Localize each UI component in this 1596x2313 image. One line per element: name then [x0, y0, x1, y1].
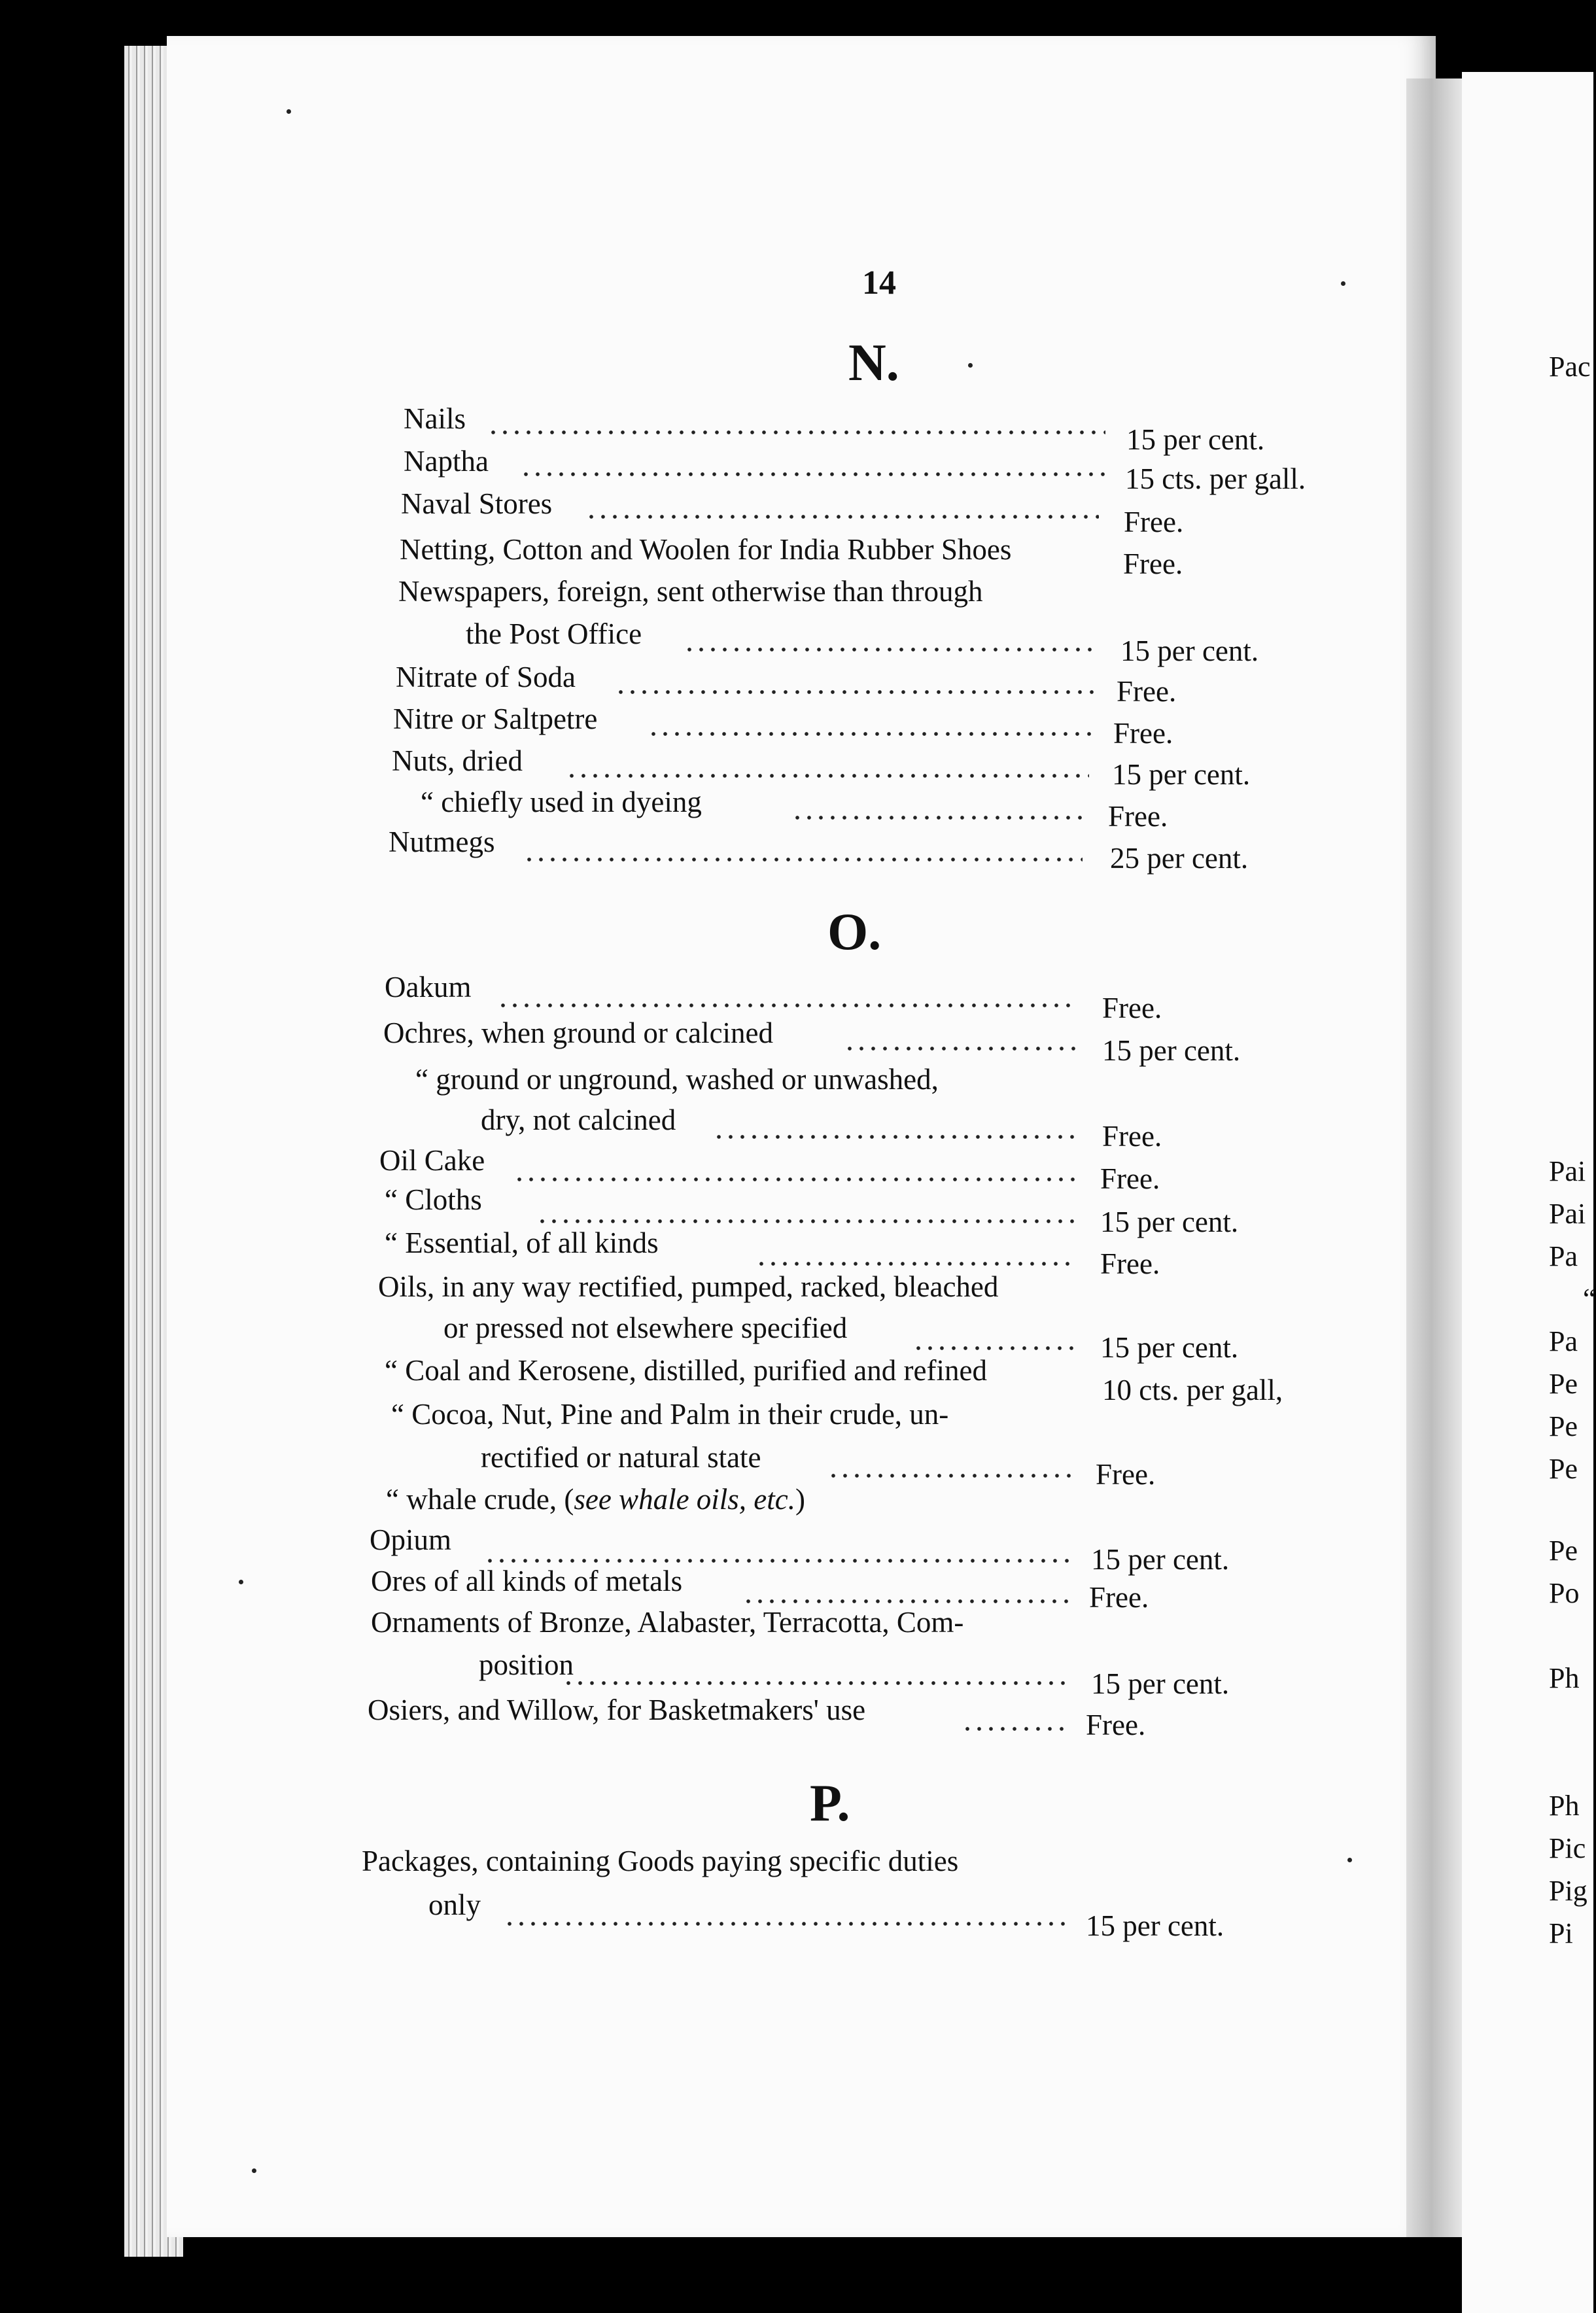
entry-opium: Opium [370, 1523, 452, 1556]
facing-page-word: Pai [1549, 1155, 1586, 1187]
entry-oil-essential: “ Essential, of all kinds [385, 1226, 659, 1259]
facing-page-word: “ [1583, 1283, 1596, 1315]
leader-dots [484, 1559, 1069, 1563]
facing-page-word: Po [1549, 1577, 1580, 1609]
facing-page-word: Pic [1549, 1832, 1586, 1864]
leader-dots [844, 1047, 1076, 1051]
entry-packages-cont: only [428, 1888, 481, 1921]
facing-page-word: Pa [1549, 1240, 1578, 1272]
entry-oil-cloths: “ Cloths [385, 1183, 482, 1216]
entry-ochres-ground-cont: dry, not calcined [481, 1104, 676, 1136]
entry-nails: Nails [404, 402, 466, 435]
speck [239, 1580, 243, 1584]
leader-dots [713, 1135, 1079, 1139]
entry-ornaments-cont: position [479, 1648, 574, 1681]
entry-newspapers-cont: the Post Office [466, 617, 642, 650]
entry-rate: Free. [1117, 675, 1177, 708]
section-letter-p: P. [810, 1775, 850, 1832]
entry-rate: 15 per cent. [1086, 1909, 1224, 1942]
entry-oakum: Oakum [385, 971, 472, 1003]
entry-ochres-ground: “ ground or unground, washed or unwashed, [415, 1063, 939, 1096]
entry-oil-cake: Oil Cake [379, 1144, 485, 1177]
entry-rate: Free. [1089, 1581, 1149, 1614]
entry-rate: 15 per cent. [1120, 635, 1259, 667]
entry-rate: 15 per cent. [1100, 1331, 1239, 1364]
leader-dots [523, 858, 1083, 861]
leader-dots [791, 816, 1086, 820]
entry-rate: Free. [1108, 800, 1168, 833]
entry-rate: 15 per cent. [1102, 1034, 1241, 1067]
facing-page [1462, 72, 1593, 2313]
entry-rate: Free. [1123, 548, 1183, 580]
entry-rate: 15 per cent. [1091, 1543, 1230, 1576]
entry-nutmegs: Nutmegs [389, 826, 495, 858]
speck [968, 363, 973, 368]
leader-dots [536, 1219, 1076, 1223]
section-letter-n: N. [848, 334, 899, 392]
entry-oils-coal-kerosene: “ Coal and Kerosene, distilled, purified and refined [385, 1354, 987, 1387]
section-letter-o: O. [827, 903, 882, 961]
facing-page-word: Pa [1549, 1325, 1578, 1357]
facing-page-word: Pig [1549, 1875, 1587, 1907]
entry-rate: 15 per cent. [1126, 423, 1265, 456]
leader-dots [962, 1727, 1066, 1731]
leader-dots [504, 1922, 1066, 1926]
leader-dots [497, 1003, 1076, 1007]
entry-whale-crude: “ whale crude, (see whale oils, etc.) [386, 1483, 806, 1516]
leader-dots [615, 690, 1096, 694]
entry-oils-rectified-cont: or pressed not elsewhere specified [443, 1312, 848, 1344]
leader-dots [755, 1262, 1076, 1266]
speck [1347, 1858, 1352, 1862]
leader-dots [912, 1346, 1076, 1350]
leader-dots [566, 774, 1089, 778]
entry-naptha: Naptha [404, 445, 489, 478]
entry-rate: Free. [1086, 1709, 1146, 1741]
entry-rate: 15 per cent. [1091, 1667, 1230, 1700]
leader-dots [520, 472, 1105, 476]
speck [252, 2168, 256, 2173]
entry-ores: Ores of all kinds of metals [371, 1565, 683, 1597]
leader-dots [585, 515, 1099, 519]
leader-dots [487, 430, 1105, 434]
leader-dots [563, 1681, 1066, 1685]
entry-rate: Free. [1124, 506, 1184, 538]
entry-rate: 25 per cent. [1110, 842, 1249, 875]
entry-rate: Free. [1100, 1162, 1160, 1195]
entry-rate: Free. [1100, 1247, 1160, 1280]
leader-dots [742, 1599, 1069, 1603]
facing-page-word: Pe [1549, 1535, 1578, 1567]
entry-oils-cocoa: “ Cocoa, Nut, Pine and Palm in their crude, un- [391, 1398, 949, 1431]
entry-naval-stores: Naval Stores [401, 487, 553, 520]
facing-page-word: Pe [1549, 1368, 1578, 1400]
page-number: 14 [862, 264, 896, 302]
entry-newspapers: Newspapers, foreign, sent otherwise than through [398, 575, 983, 608]
entry-rate: Free. [1096, 1458, 1156, 1491]
entry-oils-cocoa-cont: rectified or natural state [481, 1441, 761, 1474]
speck [286, 109, 291, 114]
entry-nitrate-of-soda: Nitrate of Soda [396, 661, 576, 693]
entry-netting: Netting, Cotton and Woolen for India Rubber Shoes [400, 533, 1012, 566]
entry-rate: 15 per cent. [1100, 1206, 1239, 1238]
leader-dots [648, 732, 1092, 736]
entry-ornaments: Ornaments of Bronze, Alabaster, Terracotta, Com- [371, 1606, 964, 1639]
leader-dots [684, 648, 1099, 652]
entry-rate: Free. [1113, 717, 1173, 750]
leader-dots [827, 1474, 1073, 1478]
facing-page-word: Pe [1549, 1453, 1578, 1485]
entry-rate: 10 cts. per gall, [1102, 1374, 1283, 1406]
leader-dots [513, 1177, 1076, 1181]
facing-page-word: Ph [1549, 1790, 1580, 1822]
book-gutter [1406, 78, 1462, 2237]
entry-rate: Free. [1102, 1120, 1162, 1153]
entry-packages: Packages, containing Goods paying specific duties [362, 1845, 959, 1877]
entry-oils-rectified: Oils, in any way rectified, pumped, racked, bleached [378, 1270, 999, 1303]
facing-page-word: Ph [1549, 1662, 1580, 1694]
facing-page-word: Pai [1549, 1198, 1586, 1230]
entry-rate: 15 cts. per gall. [1125, 462, 1306, 495]
entry-nuts-dyeing: “ chiefly used in dyeing [421, 786, 702, 818]
facing-page-word: Pac [1549, 351, 1591, 383]
entry-nuts-dried: Nuts, dried [392, 744, 523, 777]
facing-page-word: Pi [1549, 1917, 1573, 1949]
entry-ochres: Ochres, when ground or calcined [383, 1017, 774, 1049]
speck [1341, 281, 1345, 286]
entry-osiers: Osiers, and Willow, for Basketmakers' use [368, 1694, 866, 1726]
entry-rate: Free. [1102, 992, 1162, 1024]
entry-nitre: Nitre or Saltpetre [393, 703, 598, 735]
facing-page-word: Pe [1549, 1410, 1578, 1442]
entry-rate: 15 per cent. [1112, 758, 1251, 791]
